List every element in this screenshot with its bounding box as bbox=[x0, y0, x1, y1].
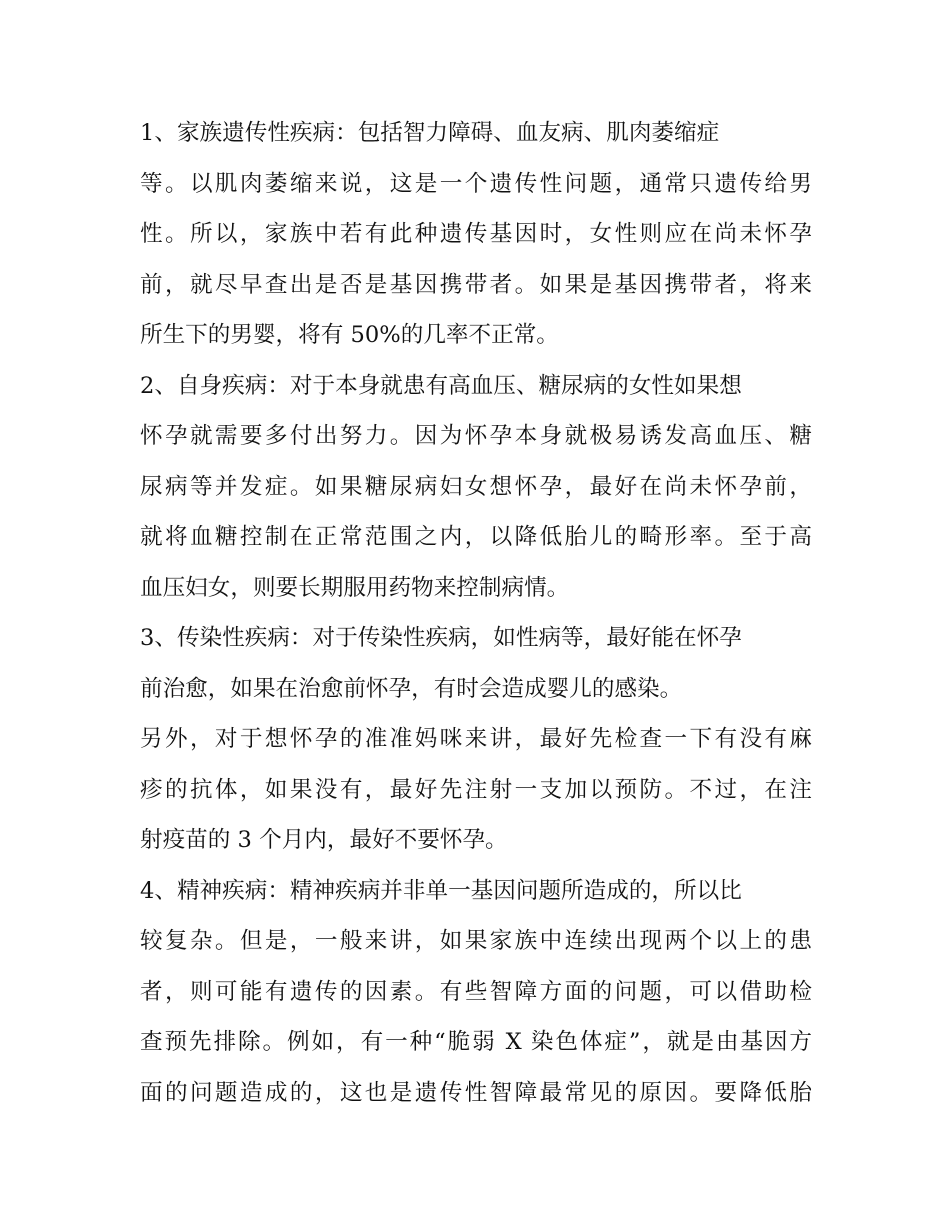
paragraph-4-line-2: 疹的抗体，如果没有，最好先注射一支加以预防。不过，在注 bbox=[140, 776, 812, 803]
paragraph-5-line-2: 较复杂。但是，一般来讲，如果家族中连续出现两个以上的患 bbox=[140, 928, 812, 954]
paragraph-1-line-4: 前，就尽早查出是否是基因携带者。如果是基因携带者，将来 bbox=[140, 271, 812, 298]
paragraph-1-line-2: 等。以肌肉萎缩来说，这是一个遗传性问题，通常只遗传给男 bbox=[140, 170, 812, 197]
paragraph-3-line-1: 3、传染性疾病：对于传染性疾病，如性病等，最好能在怀孕 bbox=[140, 625, 742, 651]
document-body bbox=[140, 108, 812, 1118]
paragraph-2-line-5: 血压妇女，则要长期服用药物来控制病情。 bbox=[140, 574, 570, 601]
paragraph-2-line-3: 尿病等并发症。如果糖尿病妇女想怀孕，最好在尚未怀孕前， bbox=[140, 473, 812, 500]
paragraph-1-line-5: 所生下的男婴，将有 50%的几率不正常。 bbox=[140, 322, 559, 348]
paragraph-2-line-2: 怀孕就需要多付出努力。因为怀孕本身就极易诱发高血压、糖 bbox=[140, 423, 812, 449]
paragraph-5-line-4: 查预先排除。例如，有一种“脆弱 X 染色体症”，就是由基因方 bbox=[140, 1029, 812, 1055]
paragraph-4-line-3: 射疫苗的 3 个月内，最好不要怀孕。 bbox=[140, 827, 508, 853]
paragraph-5-line-5: 面的问题造成的，这也是遗传性智障最常见的原因。要降低胎 bbox=[140, 1079, 812, 1106]
paragraph-1-line-1: 1、家族遗传性疾病：包括智力障碍、血友病、肌肉萎缩症 bbox=[140, 120, 720, 146]
paragraph-5-line-1: 4、精神疾病：精神疾病并非单一基因问题所造成的，所以比 bbox=[140, 877, 742, 904]
paragraph-2-line-1: 2、自身疾病：对于本身就患有高血压、糖尿病的女性如果想 bbox=[140, 372, 742, 399]
paragraph-3-line-2: 前治愈，如果在治愈前怀孕，有时会造成婴儿的感染。 bbox=[140, 675, 683, 702]
paragraph-4-line-1: 另外，对于想怀孕的准准妈咪来讲，最好先检查一下有没有麻 bbox=[140, 726, 812, 752]
paragraph-1-line-3: 性。所以，家族中若有此种遗传基因时，女性则应在尚未怀孕 bbox=[140, 221, 812, 247]
paragraph-2-line-4: 就将血糖控制在正常范围之内，以降低胎儿的畸形率。至于高 bbox=[140, 524, 812, 550]
paragraph-5-line-3: 者，则可能有遗传的因素。有些智障方面的问题，可以借助检 bbox=[140, 978, 812, 1005]
